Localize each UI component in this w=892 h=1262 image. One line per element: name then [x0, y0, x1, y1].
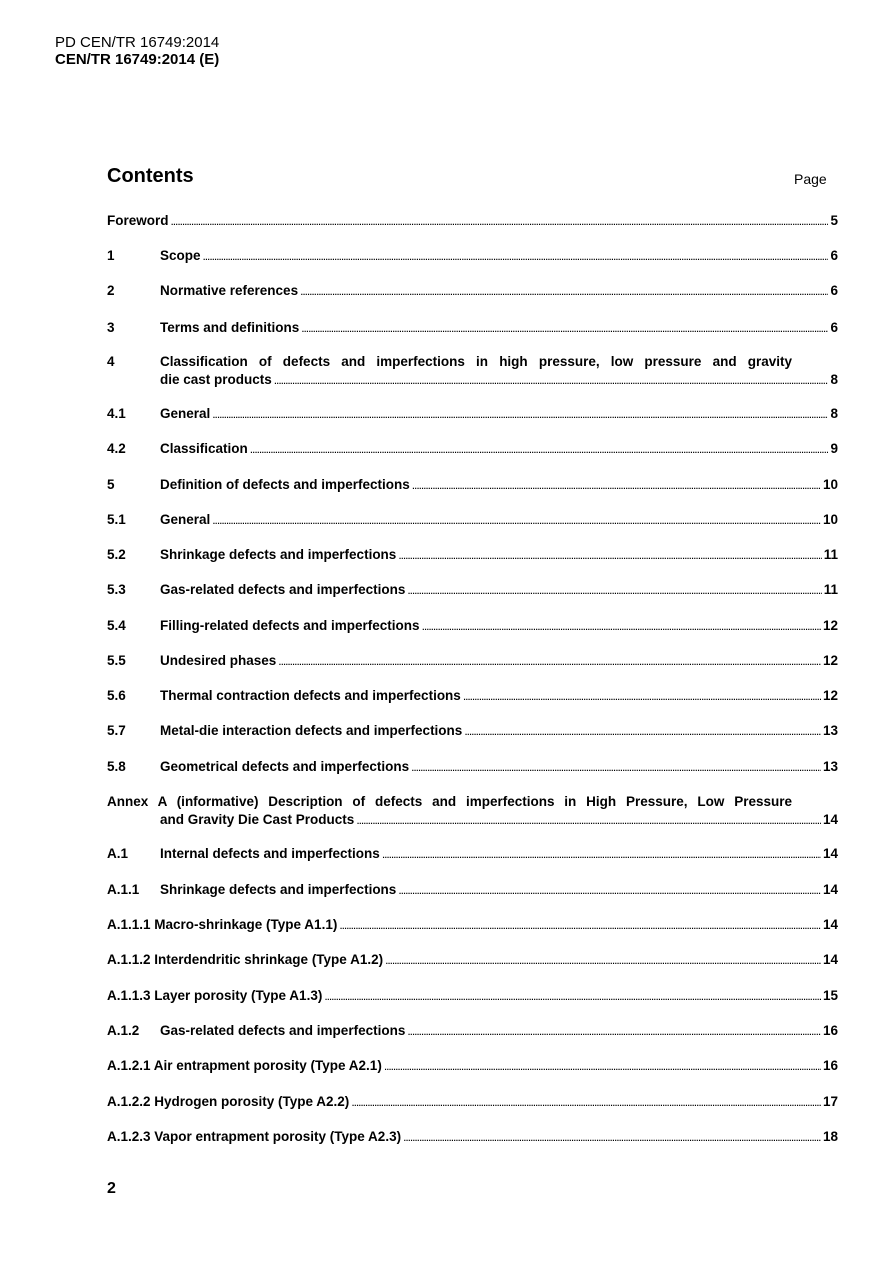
toc-entry-title: Geometrical defects and imperfections	[160, 759, 410, 774]
toc-entry-page: 14	[822, 846, 838, 861]
dot-leader	[398, 881, 821, 899]
toc-entry-page: 14	[822, 917, 838, 932]
toc-entry[interactable]	[107, 405, 838, 423]
dot-leader	[274, 371, 829, 389]
toc-entry-title: A.1.1.2 Interdendritic shrinkage (Type A1.2)	[107, 952, 384, 967]
toc-entry[interactable]	[107, 1128, 838, 1146]
toc-entry-number: 2	[107, 283, 115, 298]
toc-entry[interactable]	[107, 617, 838, 635]
dot-leader	[411, 758, 821, 776]
toc-entry[interactable]	[107, 511, 838, 529]
dot-leader	[407, 581, 821, 599]
dot-leader	[324, 987, 821, 1005]
toc-entry-page: 16	[822, 1023, 838, 1038]
toc-entry[interactable]	[107, 1057, 838, 1075]
dot-leader	[464, 722, 821, 740]
dot-leader	[212, 405, 828, 423]
toc-entry[interactable]	[107, 987, 838, 1005]
toc-entry[interactable]	[107, 793, 838, 829]
toc-entry[interactable]	[107, 1093, 838, 1111]
toc-entry-page: 6	[830, 248, 838, 263]
toc-entry-title: Foreword	[107, 213, 169, 228]
toc-entry-title: A.1.2.3 Vapor entrapment porosity (Type A2.3)	[107, 1129, 402, 1144]
toc-entry-number: 5.8	[107, 759, 126, 774]
toc-entry-title: Gas-related defects and imperfections	[160, 582, 406, 597]
toc-entry-title: General	[160, 406, 211, 421]
toc-entry-number: A.1.1	[107, 882, 140, 897]
toc-entry-page: 9	[830, 441, 838, 456]
contents-title: Contents	[107, 165, 194, 187]
toc-entry-title: Shrinkage defects and imperfections	[160, 882, 397, 897]
toc-entry[interactable]	[107, 652, 838, 670]
toc-entry-title-line1: Annex A (informative) Description of defects and imperfections in High Pressure, Low Pressure	[107, 794, 792, 809]
toc-entry-number: 4.1	[107, 406, 126, 421]
dot-leader	[356, 811, 821, 829]
toc-entry-page: 10	[822, 477, 838, 492]
toc-entry-number: 4	[107, 354, 115, 369]
toc-entry[interactable]	[107, 758, 838, 776]
toc-entry-number: 5.2	[107, 547, 126, 562]
toc-entry-title: Gas-related defects and imperfections	[160, 1023, 406, 1038]
toc-entry[interactable]	[107, 247, 838, 265]
toc-entry-title-line1: Classification of defects and imperfections in high pressure, low pressure and gravity	[160, 354, 792, 369]
toc-entry-title: Definition of defects and imperfections	[160, 477, 410, 492]
dot-leader	[384, 1057, 821, 1075]
toc-entry-number: 5.7	[107, 723, 126, 738]
toc-entry[interactable]	[107, 881, 838, 899]
toc-entry-page: 13	[822, 723, 838, 738]
toc-entry[interactable]	[107, 722, 838, 740]
page-number: 2	[107, 1180, 116, 1197]
toc-entry-page: 8	[830, 406, 838, 421]
toc-entry-title: A.1.1.1 Macro-shrinkage (Type A1.1)	[107, 917, 338, 932]
toc-entry[interactable]	[107, 916, 838, 934]
toc-entry-number: 5.4	[107, 618, 126, 633]
toc-entry-title: Terms and definitions	[160, 320, 300, 335]
dot-leader	[351, 1093, 821, 1111]
dot-leader	[463, 687, 821, 705]
dot-leader	[398, 546, 821, 564]
toc-entry-number: 1	[107, 248, 115, 263]
toc-entry-number: 4.2	[107, 441, 126, 456]
toc-entry[interactable]	[107, 1022, 838, 1040]
toc-entry[interactable]	[107, 319, 838, 337]
dot-leader	[412, 476, 821, 494]
toc-entry-page: 11	[823, 582, 838, 597]
toc-entry[interactable]	[107, 951, 838, 969]
toc-entry-number: A.1	[107, 846, 129, 861]
dot-leader	[382, 845, 821, 863]
header-document-id-english: CEN/TR 16749:2014 (E)	[55, 51, 220, 68]
toc-entry[interactable]	[107, 687, 838, 705]
toc-entry-number: 5.6	[107, 688, 126, 703]
toc-entry-page: 15	[822, 988, 838, 1003]
toc-entry-number: 5.5	[107, 653, 126, 668]
toc-entry-number: A.1.2	[107, 1023, 140, 1038]
toc-entry-title: Undesired phases	[160, 653, 277, 668]
dot-leader	[250, 440, 829, 458]
toc-entry-title: Internal defects and imperfections	[160, 846, 380, 861]
toc-entry-title: die cast products	[160, 372, 272, 387]
dot-leader	[212, 511, 821, 529]
toc-entry[interactable]	[107, 581, 838, 599]
toc-entry-page: 8	[830, 372, 838, 387]
toc-entry-title: Filling-related defects and imperfections	[160, 618, 420, 633]
toc-entry-title: Classification	[160, 441, 248, 456]
dot-leader	[203, 247, 829, 265]
toc-entry-page: 14	[822, 882, 838, 897]
dot-leader	[300, 282, 828, 300]
toc-entry-title: Thermal contraction defects and imperfections	[160, 688, 461, 703]
toc-entry-page: 18	[822, 1129, 838, 1144]
toc-entry-title: Normative references	[160, 283, 299, 298]
dot-leader	[339, 916, 821, 934]
dot-leader	[278, 652, 821, 670]
header-document-id: PD CEN/TR 16749:2014	[55, 34, 220, 51]
toc-entry-number: 5	[107, 477, 115, 492]
toc-entry-page: 11	[823, 547, 838, 562]
toc-entry-page: 12	[822, 688, 838, 703]
toc-entry-page: 13	[822, 759, 838, 774]
toc-entry-number: 3	[107, 320, 115, 335]
dot-leader	[301, 319, 828, 337]
toc-entry[interactable]	[107, 476, 838, 494]
toc-entry-page: 16	[822, 1058, 838, 1073]
toc-entry-page: 5	[830, 213, 838, 228]
toc-entry-page: 14	[822, 812, 838, 827]
dot-leader	[171, 212, 829, 230]
toc-entry-page: 17	[822, 1094, 838, 1109]
dot-leader	[385, 951, 821, 969]
toc-entry-page: 14	[822, 952, 838, 967]
toc-entry[interactable]	[107, 440, 838, 458]
dot-leader	[422, 617, 821, 635]
toc-entry-number: 5.3	[107, 582, 126, 597]
dot-leader	[403, 1128, 821, 1146]
toc-entry-page: 12	[822, 618, 838, 633]
toc-entry-title: A.1.2.2 Hydrogen porosity (Type A2.2)	[107, 1094, 350, 1109]
toc-entry[interactable]	[107, 282, 838, 300]
toc-entry-page: 10	[822, 512, 838, 527]
toc-entry-title: and Gravity Die Cast Products	[160, 812, 355, 827]
toc-entry-title: Scope	[160, 248, 201, 263]
toc-entry-title: Shrinkage defects and imperfections	[160, 547, 397, 562]
toc-entry-title: A.1.1.3 Layer porosity (Type A1.3)	[107, 988, 323, 1003]
dot-leader	[407, 1022, 821, 1040]
toc-entry-title: General	[160, 512, 211, 527]
toc-entry-number: 5.1	[107, 512, 126, 527]
toc-entry[interactable]	[107, 546, 838, 564]
toc-entry-page: 6	[830, 320, 838, 335]
page-column-label: Page	[794, 171, 827, 187]
toc-entry[interactable]	[107, 212, 838, 230]
toc-entry[interactable]	[107, 353, 838, 389]
toc-entry[interactable]	[107, 845, 838, 863]
toc-entry-title: Metal-die interaction defects and imperfections	[160, 723, 463, 738]
toc-entry-page: 6	[830, 283, 838, 298]
toc-entry-page: 12	[822, 653, 838, 668]
toc-entry-title: A.1.2.1 Air entrapment porosity (Type A2.1)	[107, 1058, 382, 1073]
